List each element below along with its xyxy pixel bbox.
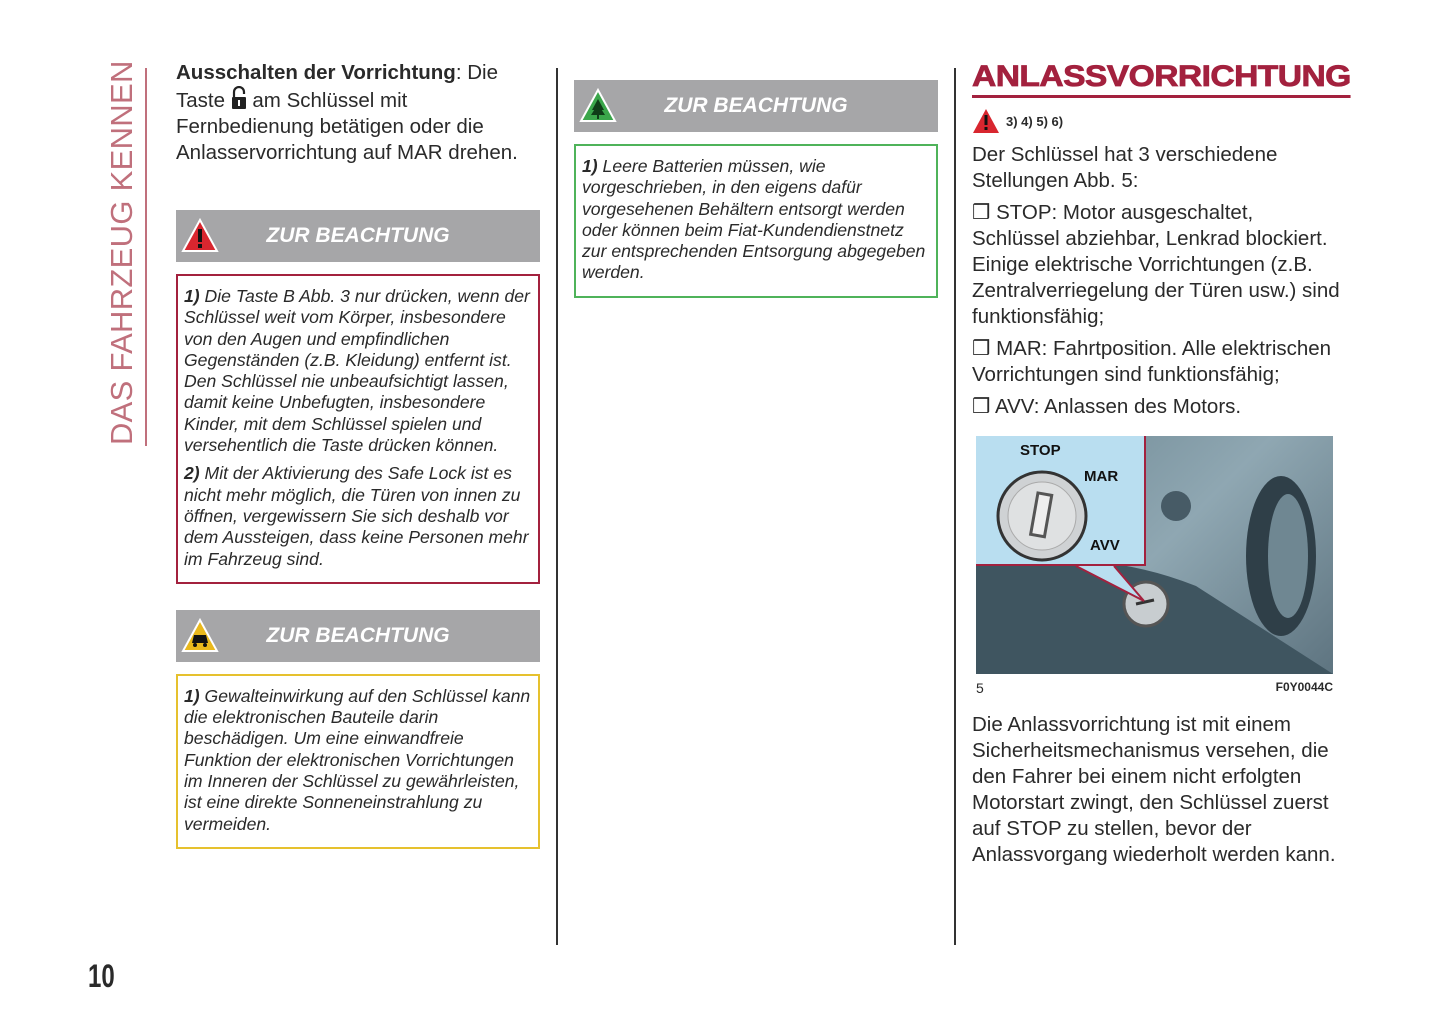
bullet-text: STOP: Motor ausgeschaltet, Schlüssel abziehbar, Lenkrad blockiert. Einige elektrische Vorrichtungen (z.B. Zentralverriegelung der Türen usw.) sind funktionsfähig; [972, 201, 1340, 328]
item-text: Mit der Aktivierung des Safe Lock ist es nicht mehr möglich, die Türen von innen zu öffnen, vergewissern Sie sich deshalb vor dem Aussteigen, dass keine Personen mehr im Fahrzeug sind. [184, 463, 529, 569]
bullet-mar [972, 336, 1342, 388]
item-text: Leere Batterien müssen, wie vorgeschrieben, in den eigens dafür vorgesehenen Behältern entsorgt werden oder können beim Fiat-Kundendienstnetz zur entsprechenden Entsorgung abgegeben werden. [582, 156, 926, 283]
ignition-figure [976, 436, 1333, 674]
ignition-inset [976, 436, 1146, 566]
column-2 [574, 80, 938, 298]
item-number: 1) [184, 286, 200, 306]
warning-item [184, 463, 532, 569]
bullet-avv [972, 394, 1342, 420]
bullet-text: MAR: Fahrtposition. Alle elektrischen Vorrichtungen sind funktionsfähig; [972, 337, 1332, 386]
bullet-icon: ❒ [972, 395, 991, 418]
warning-references [972, 108, 1342, 134]
label-stop: STOP [1020, 442, 1061, 459]
unlock-icon [231, 86, 247, 108]
item-number: 1) [184, 685, 200, 706]
column-1 [176, 60, 540, 849]
warning-block-2 [176, 610, 540, 849]
warning-header [176, 610, 540, 662]
warning-box [176, 674, 540, 849]
warning-header [176, 210, 540, 262]
intro-bold: Ausschalten der Vorrichtung [176, 61, 456, 84]
intro-text: : Die Taste [176, 61, 498, 112]
item-number: 2) [184, 463, 200, 484]
item-text: Die Taste B Abb. 3 nur drücken, wenn der Schlüssel weit vom Körper, insbesondere von den Augen und empfindlichen Gegenständen (z.B. Kleidung) entfernt ist. Den Schlüssel nie unbeaufsichtigt lassen, damit keine Unbefugten, insbesondere Kinder, mit dem Schlüssel spielen und versehentlich die Taste drücken können. [184, 286, 530, 456]
warning-header [574, 80, 938, 132]
warning-box [574, 144, 938, 298]
figure-caption [976, 680, 1333, 696]
figure-number: 5 [976, 680, 984, 696]
bullet-text: AVV: Anlassen des Motors. [994, 395, 1242, 418]
page-number: 10 [88, 958, 115, 994]
label-avv: AVV [1090, 537, 1120, 554]
safety-paragraph: Die Anlassvorrichtung ist mit einem Sicherheitsmechanismus versehen, die den Fahrer bei einem nicht erfolgten Motorstart zwingt, den Schlüssel zuerst auf STOP zu stellen, bevor der Anlassvorgang wiederholt werden kann. [972, 713, 1336, 866]
warning-title: ZUR BEACHTUNG [266, 623, 450, 647]
red-warning-triangle-icon [972, 108, 1000, 134]
warning-item [184, 686, 532, 835]
bullet-stop [972, 200, 1342, 330]
warning-item [184, 286, 532, 456]
warning-block-1 [176, 210, 540, 584]
bullet-icon: ❒ [972, 201, 991, 224]
warning-item [582, 156, 930, 284]
section-side-title: DAS FAHRZEUG KENNEN [104, 60, 139, 445]
warning-title: ZUR BEACHTUNG [266, 224, 450, 247]
side-divider [145, 68, 147, 446]
ignition-lock-icon [976, 436, 1146, 566]
bullet-icon: ❒ [972, 337, 991, 360]
column-divider [556, 68, 558, 945]
item-number: 1) [582, 156, 598, 176]
intro-paragraph [176, 60, 540, 166]
figure-code: F0Y0044C [1275, 680, 1333, 694]
column-divider [954, 68, 956, 945]
reference-numbers: 3) 4) 5) 6) [1006, 113, 1064, 129]
warning-title: ZUR BEACHTUNG [664, 94, 848, 117]
item-text: Gewalteinwirkung auf den Schlüssel kann die elektronischen Bauteile darin beschädigen. Um eine einwandfreie Funktion der elektronischen Vorrichtungen im Inneren der Schlüssel zu gewährleisten, ist eine direkte Sonneneinstrahlung zu vermeiden. [184, 685, 531, 834]
warning-box [176, 274, 540, 584]
positions-intro: Der Schlüssel hat 3 verschiedene Stellungen Abb. 5: [972, 143, 1278, 192]
column-3 [972, 60, 1351, 874]
intro-text: am Schlüssel mit Fernbedienung betätigen oder die Anlasservorrichtung auf MAR drehen. [176, 89, 518, 164]
section-heading: ANLASSVORRICHTUNG [972, 60, 1351, 98]
label-mar: MAR [1084, 468, 1119, 485]
